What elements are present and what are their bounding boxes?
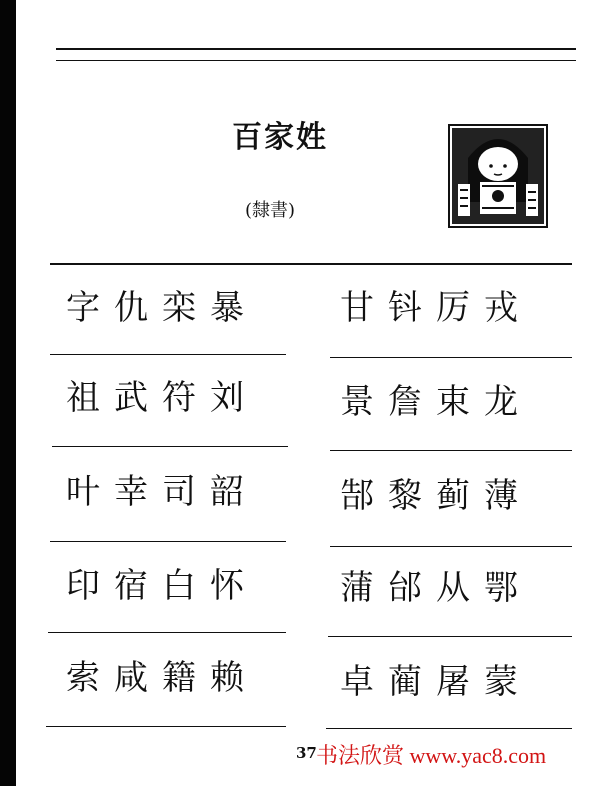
page-title: 百家姓 [232,120,328,155]
surname-group-left-4: 印宿白怀 [66,566,258,606]
surname-group-right-4: 蒲邰从鄂 [340,568,532,608]
page-number: 37 [296,744,317,762]
row-divider-left [50,354,286,355]
site-watermark: 书法欣赏 www.yac8.com [316,743,547,768]
surname-group-left-2: 祖武符刘 [66,378,258,418]
section-rule [50,263,572,265]
surname-group-right-3: 郜黎蓟薄 [340,476,532,516]
row-divider-left [50,541,286,542]
row-divider-right [330,450,572,451]
row-divider-right [328,636,572,637]
top-rule-thin [56,60,576,61]
page-subtitle: (隸書) [244,200,296,221]
row-divider-right [330,357,572,358]
row-divider-left [46,726,286,727]
surname-group-left-1: 字仇栾暴 [66,288,258,328]
scan-edge-strip [0,0,16,786]
row-divider-left [52,446,288,447]
surname-group-right-5: 卓蔺屠蒙 [340,662,532,702]
top-rule [56,48,576,50]
surname-group-left-5: 索咸籍赖 [66,658,258,698]
surname-group-right-2: 景詹束龙 [340,382,532,422]
row-divider-right [330,546,572,547]
row-divider-right [326,728,572,729]
surname-group-left-3: 叶幸司韶 [66,472,258,512]
figure-illustration-icon [448,124,548,228]
surname-group-right-1: 甘钭厉戎 [340,288,532,328]
row-divider-left [48,632,286,633]
